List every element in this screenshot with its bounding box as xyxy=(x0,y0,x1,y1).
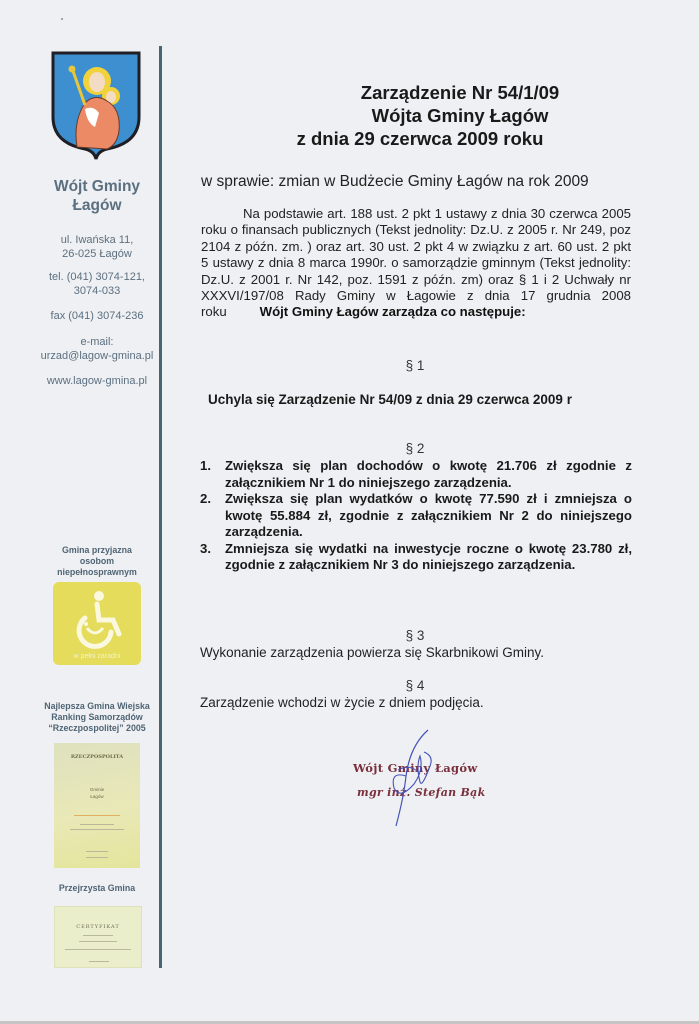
accessibility-caption-line2: osobom xyxy=(79,556,115,566)
address-line2: 26-025 Łagów xyxy=(62,248,132,260)
award-doc-name2: Łagów xyxy=(90,794,104,799)
award-doc-line xyxy=(86,851,108,852)
sidebar-email xyxy=(30,335,164,363)
accessibility-caption-line1: Gmina przyjazna xyxy=(62,545,132,555)
phone-line2: 3074-033 xyxy=(73,285,121,297)
award-doc-line xyxy=(86,857,108,858)
award-doc-header: RZECZPOSPOLITA xyxy=(70,754,124,760)
section-1-text: Uchyla się Zarządzenie Nr 54/09 z dnia 29 czerwca 2009 r xyxy=(208,392,572,407)
award-caption-line3: “Rzeczpospolitej” 2005 xyxy=(48,723,146,733)
phone-line1: tel. (041) 3074-121, xyxy=(48,271,145,283)
list-item-number: 3. xyxy=(200,540,211,556)
certificate-line xyxy=(65,949,131,950)
certificate-line xyxy=(89,961,109,962)
document-title-line3: z dnia 29 czerwca 2009 roku xyxy=(296,128,544,149)
preamble-text: Na podstawie art. 188 ust. 2 pkt 1 ustawy z dnia 30 czerwca 2005 roku o finansach publicznych (Tekst jednolity: Dz.U. z 2005 r. Nr 249, poz 2104 z późn. zm. ) oraz art. 30 ust. 2 pkt 4 w związku z art. 60 ust. 2 pkt 5 ustawy z dnia 8 marca 1990r. o samorządzie gminnym (Tekst jednolity: Dz.U. z 2001 r. Nr 142, poz. 1591 z późn. zm) oraz § 1 i 2 Uchwały nr XXXVI/197/08 Rady Gminy w Łagowie z dnia 17 grudnia 2008 roku xyxy=(201,206,631,320)
document-title-line1: Zarządzenie Nr 54/1/09 xyxy=(360,82,560,103)
signature-icon xyxy=(380,726,440,831)
preamble-bold: Wójt Gminy Łagów zarządza co następuje: xyxy=(259,304,526,320)
accessibility-caption xyxy=(30,545,164,578)
document-title-line2: Wójta Gminy Łagów xyxy=(371,105,549,126)
preamble-paragraph xyxy=(201,206,631,321)
transparency-caption: Przejrzysta Gmina xyxy=(58,883,136,893)
coat-of-arms-icon xyxy=(51,51,141,161)
sidebar-fax: fax (041) 3074-236 xyxy=(50,310,144,322)
section-2-list xyxy=(200,458,632,574)
document-subject: w sprawie: zmian w Budżecie Gminy Łagów na rok 2009 xyxy=(201,173,589,190)
accessibility-badge-tag: w pełni zaradni xyxy=(73,653,121,660)
sidebar-address xyxy=(30,233,164,261)
sidebar-title-line1: Wójt Gminy xyxy=(53,178,141,195)
section-4-text: Zarządzenie wchodzi w życie z dniem podjęcia. xyxy=(200,695,484,710)
list-item-number: 2. xyxy=(200,491,211,506)
official-stamp-name: mgr inż. Stefan Bąk xyxy=(357,786,486,799)
list-item-text: Zwiększa się plan wydatków o kwotę 77.590 zł i zmniejsza o kwotę 55.884 zł, zgodnie z załącznikiem Nr 2 do niniejszego zarządzenia. xyxy=(225,491,632,539)
award-caption-line1: Najlepsza Gmina Wiejska xyxy=(44,701,150,711)
section-1-heading: § 1 xyxy=(405,358,425,373)
list-item-text: Zwiększa się plan dochodów o kwotę 21.706 zł zgodnie z załącznikiem Nr 1 do niniejszego zarządzenia. xyxy=(225,458,632,490)
certificate-line xyxy=(83,935,113,936)
award-doc-name1: Gminie xyxy=(89,787,105,792)
official-stamp-title: Wójt Gminy Łagów xyxy=(353,761,478,775)
sidebar-phone xyxy=(30,270,164,298)
sidebar-title-line2: Łagów xyxy=(72,197,122,214)
accessibility-badge xyxy=(53,582,141,665)
section-3-heading: § 3 xyxy=(405,628,425,643)
award-caption xyxy=(30,701,164,734)
scan-speck xyxy=(61,18,63,20)
website-link[interactable]: www.lagow-gmina.pl xyxy=(46,375,148,387)
email-link[interactable]: urzad@lagow-gmina.pl xyxy=(40,350,154,362)
certificate-line xyxy=(79,941,117,942)
section-2-heading: § 2 xyxy=(405,441,425,456)
list-item xyxy=(200,541,632,574)
list-item-text: Zmniejsza się wydatki na inwestycje roczne o kwotę 23.780 zł, zgodnie z załącznikiem Nr 3 do niniejszego zarządzenia. xyxy=(225,540,632,572)
certificate-title: CERTYFIKAT xyxy=(76,924,120,930)
section-3-text: Wykonanie zarządzenia powierza się Skarbnikowi Gminy. xyxy=(200,645,545,660)
award-doc-line xyxy=(74,815,120,816)
address-line1: ul. Iwańska 11, xyxy=(60,234,134,246)
award-diploma-image xyxy=(54,743,140,868)
section-4-heading: § 4 xyxy=(405,678,425,693)
certificate-image xyxy=(54,906,142,968)
award-doc-line xyxy=(70,829,124,830)
accessibility-caption-line3: niepełnosprawnym xyxy=(57,567,137,577)
list-item xyxy=(200,491,632,541)
email-label: e-mail: xyxy=(80,336,114,348)
sidebar-title xyxy=(30,177,164,215)
list-item-number: 1. xyxy=(200,458,211,473)
list-item xyxy=(200,458,632,491)
wheelchair-icon xyxy=(53,582,141,652)
award-caption-line2: Ranking Samorządów xyxy=(51,712,143,722)
award-doc-line xyxy=(80,824,114,825)
